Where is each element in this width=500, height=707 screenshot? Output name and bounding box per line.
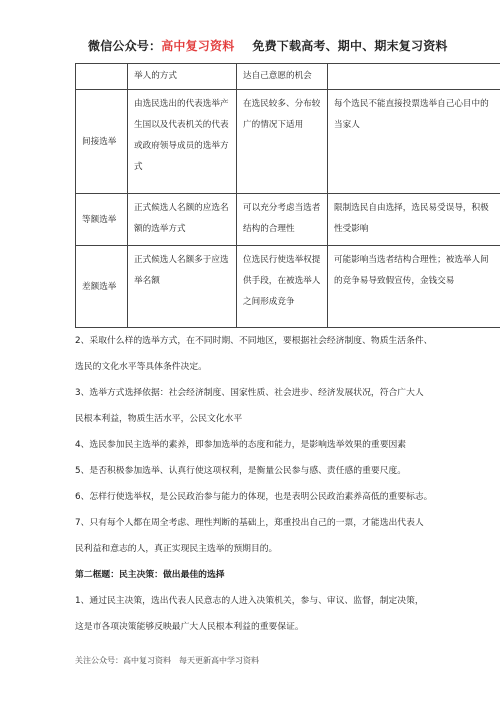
table-cell	[76, 64, 128, 90]
table-cell: 由选民选出的代表选举产生国以及代表机关的代表或政府领导成员的选举方式	[128, 90, 237, 194]
table-cell: 可以充分考虑当选者结构的合理性	[237, 194, 328, 246]
paragraph-line: 6、怎样行使选举权，是公民政治参与能力的体现，也是表明公民政治素养高低的重要标志。	[75, 492, 433, 502]
footer-note: 每天更新高中学习资料	[179, 656, 259, 665]
table-cell: 可能影响当选者结构合理性；被选举人间的竞争易导致假宣传，金钱交易	[328, 246, 500, 328]
election-methods-table	[75, 63, 500, 328]
table-cell: 正式候选人名额的应选名额的选举方式	[128, 194, 237, 246]
table-cell: 位选民行使选举权提供手段，在被选举人之间形成竞争	[237, 246, 328, 328]
table-row	[76, 194, 500, 246]
header-account-name: 高中复习资料	[161, 39, 235, 53]
footer-account: 关注公众号：高中复习资料	[75, 656, 171, 665]
table-cell: 正式候选人名额多于应选举名额	[128, 246, 237, 328]
paragraph-line: 这是市各项决策能够反映最广大人民根本利益的重要保证。	[75, 622, 304, 632]
paragraph-line: 民利益和意志的人，真正实现民主选举的预期目的。	[75, 544, 278, 554]
paragraph-line: 3、选举方式选择依据：社会经济制度、国家性质、社会进步、经济发展状况，符合广大人	[75, 388, 424, 398]
paragraph-line: 1、通过民主决策，选出代表人民意志的人进入决策机关，参与、审议、监督，制定决策，	[75, 596, 424, 606]
page-header	[88, 37, 448, 55]
table-cell: 每个选民不能直接投票选举自己心目中的当家人	[328, 90, 500, 194]
paragraph-line: 民根本利益，物质生活水平，公民文化水平	[75, 414, 243, 424]
table-row	[76, 246, 500, 328]
paragraph-line: 选民的文化水平等具体条件决定。	[75, 362, 207, 372]
table-cell: 差额选举	[76, 246, 128, 328]
table-row	[76, 90, 500, 194]
body-text	[75, 328, 475, 640]
table-cell: 举人的方式	[128, 64, 237, 90]
table-cell	[328, 64, 500, 90]
table-cell: 间接选举	[76, 90, 128, 194]
paragraph-line: 4、选民参加民主选举的素养，即参加选举的态度和能力，是影响选举效果的重要因素	[75, 440, 407, 450]
header-prefix: 微信公众号：	[88, 39, 162, 53]
header-slogan: 免费下载高考、期中、期末复习资料	[252, 39, 448, 53]
table-cell: 在选民较多、分布较广的情况下适用	[237, 90, 328, 194]
table-cell: 限制选民自由选择，选民易受误导，积极性受影响	[328, 194, 500, 246]
table-row	[76, 64, 500, 90]
paragraph-line: 7、只有每个人都在周全考虑、理性判断的基础上，郑重投出自己的一票，才能选出代表人	[75, 518, 424, 528]
paragraph-line: 5、是否积极参加选举、认真行使这项权利，是衡量公民参与感、责任感的重要尺度。	[75, 466, 407, 476]
table-cell: 等额选举	[76, 194, 128, 246]
paragraph-line: 2、采取什么样的选举方式，在不同时期、不同地区，要根据社会经济制度、物质生活条件、	[75, 336, 433, 346]
section-heading: 第二框题：民主决策：做出最佳的选择	[75, 570, 225, 580]
page-footer	[75, 655, 259, 666]
table-cell: 达自己意愿的机会	[237, 64, 328, 90]
